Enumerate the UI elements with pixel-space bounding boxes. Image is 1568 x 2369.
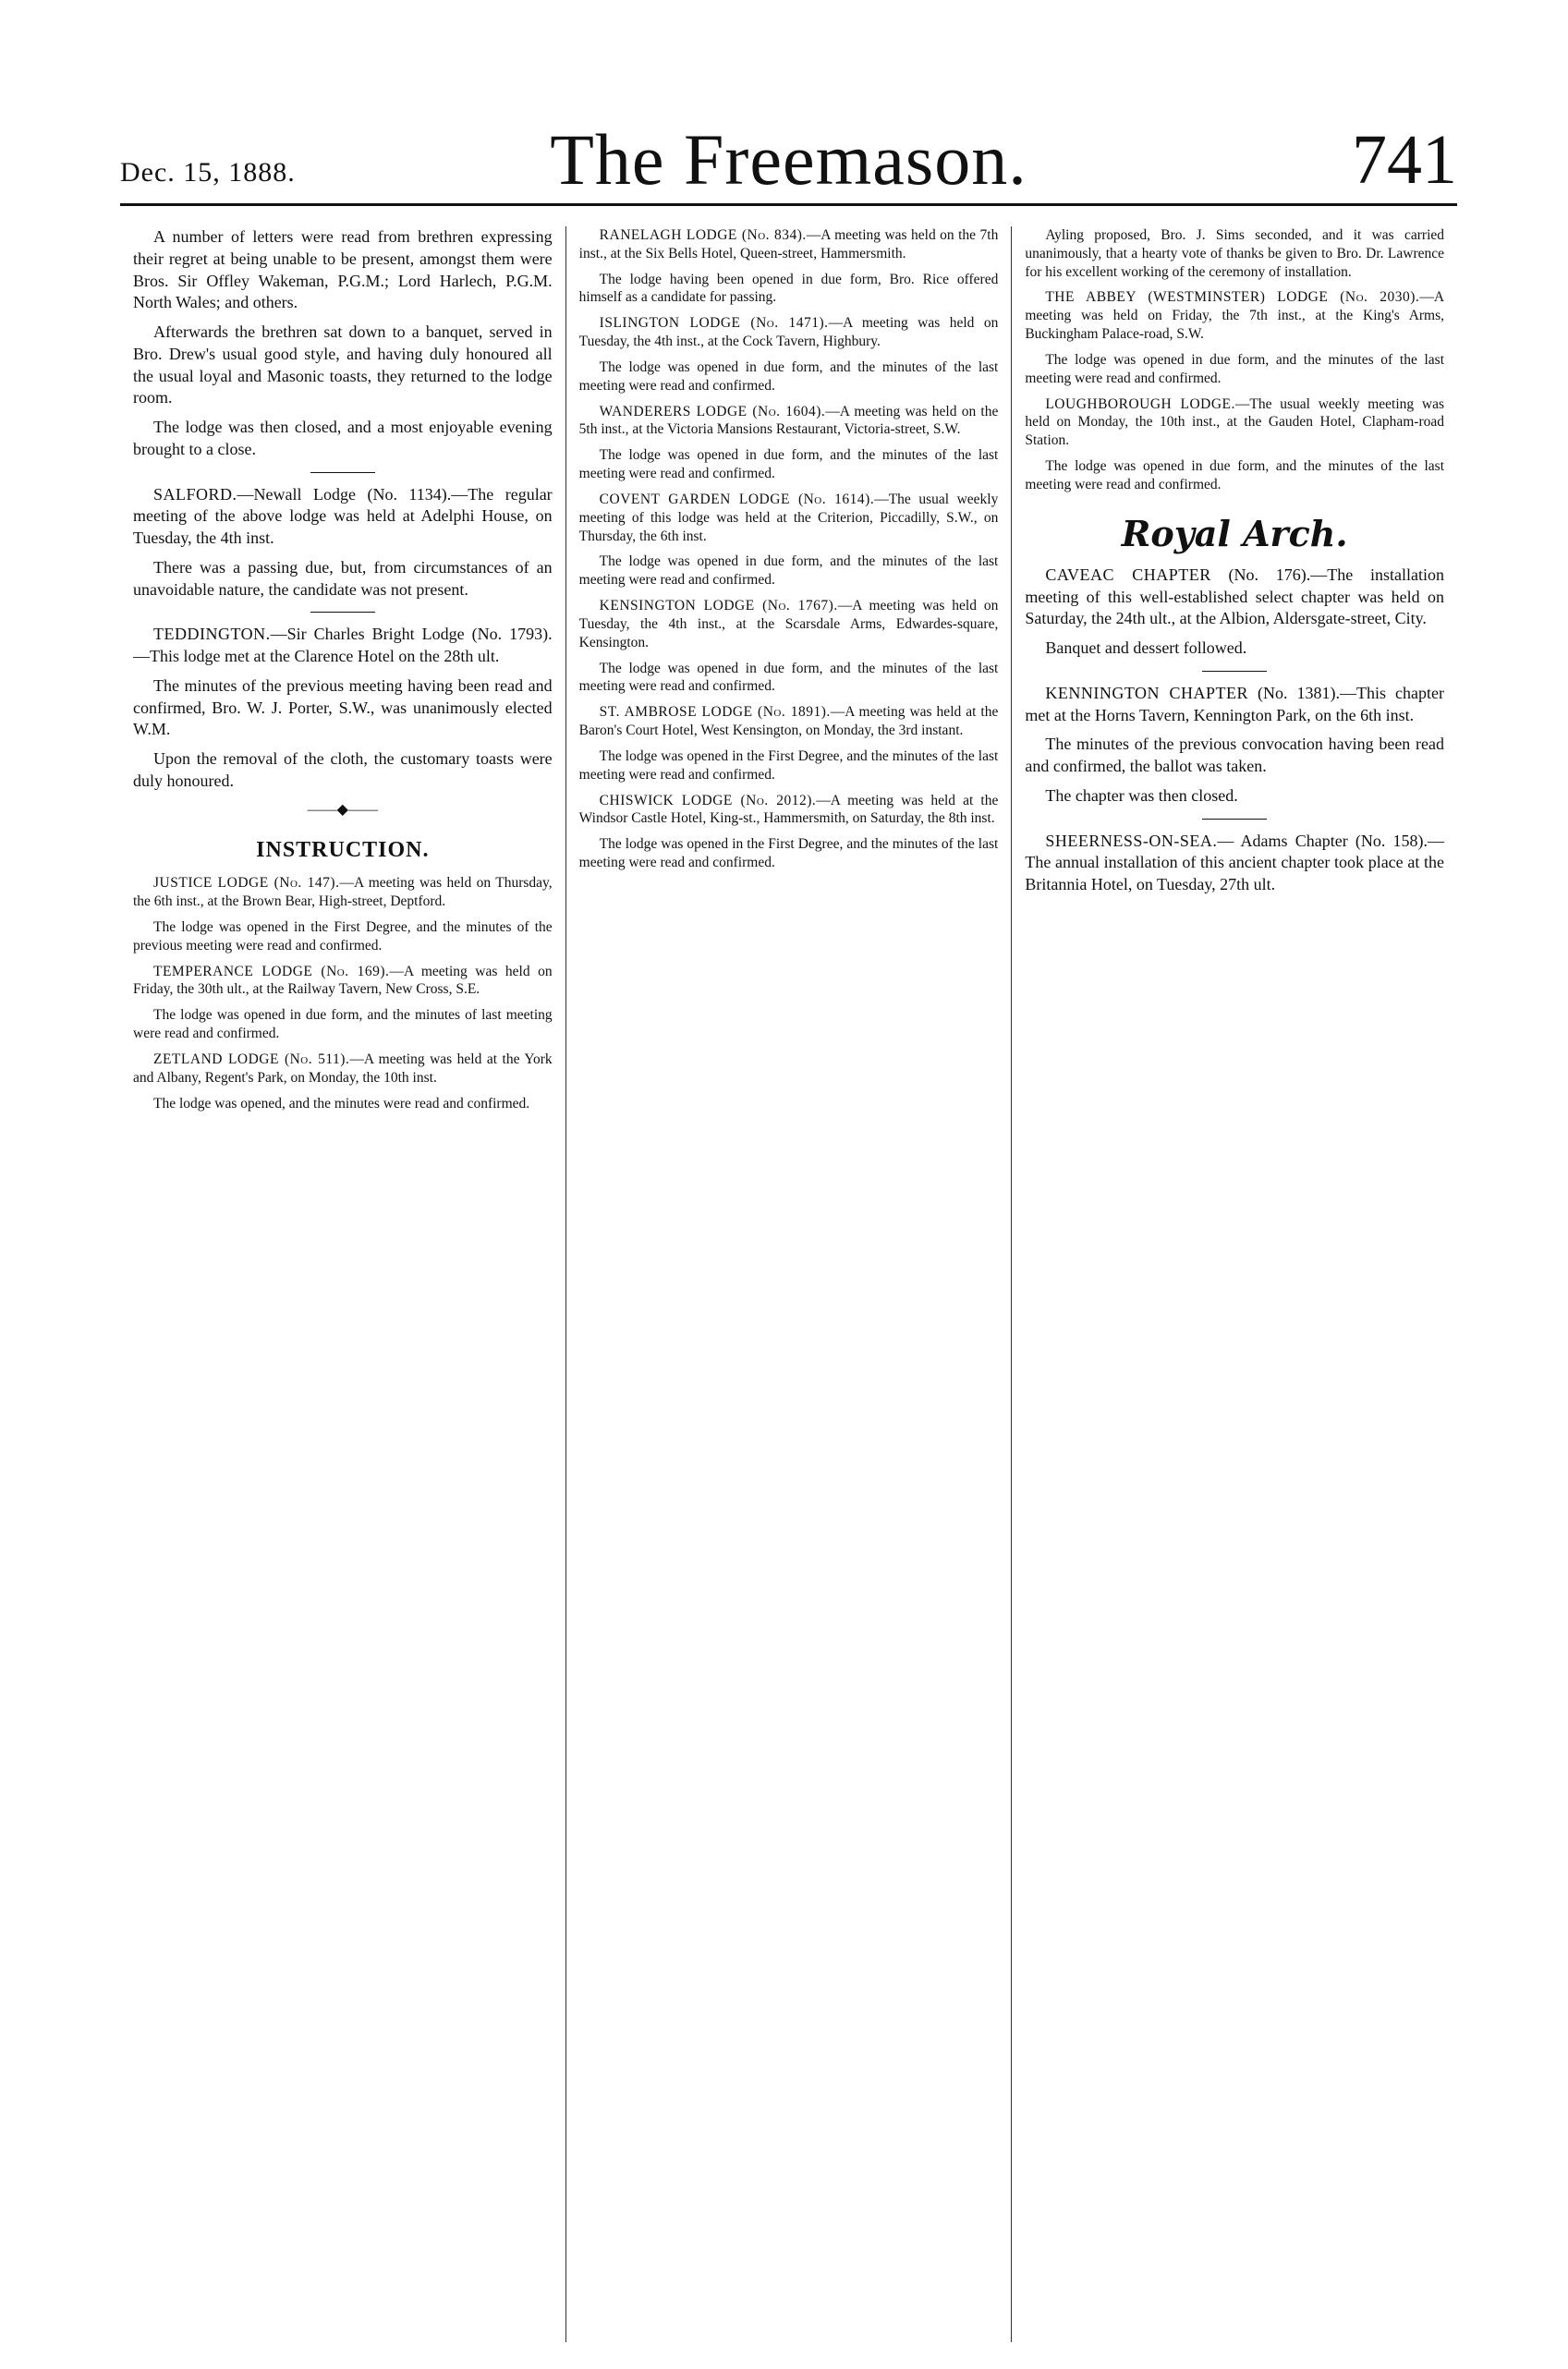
article-paragraph: Upon the removal of the cloth, the customary toasts were duly honoured.: [133, 749, 553, 790]
islington-heading: ISLINGTON LODGE (No. 1471).: [599, 315, 829, 332]
loughborough-text: —The usual weekly meeting was held on Monday, the 10th inst., at the Gauden Hotel, Clapham-road Station.: [1025, 395, 1445, 449]
article-paragraph: Afterwards the brethren sat down to a banquet, served in Bro. Drew's usual good style, and having duly honoured all the usual loyal and Masonic toasts, they returned to the lodge room.: [133, 322, 553, 407]
section-heading-royal-arch: Royal Arch.: [1121, 512, 1348, 554]
sheerness-text: — Adams Chapter (No. 158).—The annual installation of this ancient chapter took place at the Britannia Hotel, on Tuesday, 27th ult.: [1025, 831, 1445, 894]
ranelagh-heading: RANELAGH LODGE (No. 834).: [599, 227, 807, 243]
article-paragraph: The chapter was then closed.: [1045, 785, 1238, 805]
zetland-report: [133, 1051, 553, 1087]
divider: [1202, 671, 1267, 672]
justice-report: [133, 874, 553, 911]
kensington-heading: KENSINGTON LODGE (No. 1767).: [599, 598, 838, 614]
justice-heading: JUSTICE LODGE (No. 147).: [153, 875, 340, 892]
kennington-text: (No. 1381).—This chapter met at the Horns Tavern, Kennington Park, on the 6th inst.: [1025, 683, 1445, 724]
wanderers-report: [579, 403, 999, 440]
article-paragraph: The lodge was opened in due form, and the minutes of the last meeting were read and confirmed.: [578, 553, 999, 589]
divider: [1202, 819, 1267, 820]
chiswick-heading: CHISWICK LODGE (No. 2012).: [599, 792, 817, 808]
divider: [310, 472, 375, 473]
teddington-report: [133, 624, 553, 668]
article-paragraph: The lodge was opened in the First Degree, and the minutes of the previous meeting were read and confirmed.: [133, 918, 553, 954]
loughborough-report: [1025, 395, 1444, 450]
temperance-text: —A meeting was held on Friday, the 30th ult., at the Railway Tavern, New Cross, S.E.: [133, 963, 553, 998]
temperance-report: [133, 963, 553, 1000]
st-ambrose-report: [579, 703, 999, 740]
article-paragraph: The lodge was opened in the First Degree, and the minutes of the last meeting were read and confirmed.: [578, 836, 999, 871]
abbey-report: [1025, 288, 1444, 343]
article-paragraph: The lodge was opened, and the minutes were read and confirmed.: [153, 1095, 530, 1112]
zetland-heading: ZETLAND LODGE (No. 511).: [153, 1051, 350, 1067]
abbey-heading: THE ABBEY (WESTMINSTER) LODGE (No. 2030).: [1045, 289, 1420, 306]
issue-date: Dec. 15, 1888.: [120, 157, 296, 188]
justice-text: —A meeting was held on Thursday, the 6th inst., at the Brown Bear, High-street, Deptford.: [133, 875, 553, 910]
sheerness-report: [1025, 831, 1444, 896]
caveac-report: [1025, 565, 1444, 630]
article-paragraph: The lodge was opened in due form, and the minutes of the last meeting were read and confirmed.: [1025, 351, 1445, 386]
salford-heading: SALFORD.: [153, 484, 237, 504]
ranelagh-text: —A meeting was held on the 7th inst., at the Six Bells Hotel, Queen-street, Hammersmith.: [578, 227, 999, 261]
column-2: [565, 226, 1012, 2342]
masthead: [120, 102, 1457, 206]
divider: [310, 612, 375, 613]
st-ambrose-text: —A meeting was held at the Baron's Court Hotel, West Kensington, on Monday, the 3rd instant.: [578, 704, 999, 739]
article-paragraph: The minutes of the previous meeting having been read and confirmed, Bro. W. J. Porter, S.W., was unanimously elected W.M.: [133, 675, 553, 739]
loughborough-heading: LOUGHBOROUGH LODGE.: [1045, 395, 1235, 412]
teddington-heading: TEDDINGTON.: [153, 625, 271, 644]
article-paragraph: Banquet and dessert followed.: [1045, 638, 1247, 658]
wanderers-heading: WANDERERS LODGE (No. 1604).: [599, 403, 826, 419]
column-3: [1011, 226, 1457, 2342]
salford-text: —Newall Lodge (No. 1134).—The regular meeting of the above lodge was held at Adelphi House, on Tuesday, the 4th inst.: [133, 484, 553, 547]
newspaper-title: The Freemason.: [550, 119, 1027, 200]
chiswick-text: —A meeting was held at the Windsor Castle Hotel, King-st., Hammersmith, on Saturday, the 8th inst.: [578, 792, 999, 827]
kensington-text: —A meeting was held on Tuesday, the 4th inst., at the Scarsdale Arms, Edwardes-square, Kensington.: [578, 598, 999, 650]
caveac-text: (No. 176).—The installation meeting of this well-established select chapter was held on Saturday, the 24th ult., at the Albion, Aldersgate-street, City.: [1025, 565, 1445, 628]
article-paragraph: Ayling proposed, Bro. J. Sims seconded, and it was carried unanimously, that a hearty vote of thanks be given to Bro. Dr. Lawrence for his excellent working of the ceremony of installation.: [1025, 227, 1445, 280]
kennington-heading: KENNINGTON CHAPTER: [1045, 683, 1249, 702]
st-ambrose-heading: ST. AMBROSE LODGE (No. 1891).: [599, 704, 831, 721]
article-paragraph: The lodge was opened in due form, and the minutes of the last meeting were read and confirmed.: [578, 358, 999, 394]
abbey-text: —A meeting was held on Friday, the 7th inst., at the King's Arms, Buckingham Palace-road, S.W.: [1025, 289, 1445, 343]
article-paragraph: The lodge was opened in due form, and the minutes of last meeting were read and confirmed.: [133, 1007, 553, 1042]
wanderers-text: —A meeting was held on the 5th inst., at the Victoria Mansions Restaurant, Victoria-street, S.W.: [578, 403, 999, 438]
article-paragraph: A number of letters were read from brethren expressing their regret at being unable to be present, amongst them were Bros. Sir Offley Wakeman, P.G.M.; Lord Harlech, P.G.M. North Wales; and others.: [133, 227, 553, 312]
article-paragraph: The lodge was then closed, and a most enjoyable evening brought to a close.: [133, 418, 553, 458]
column-1: [120, 226, 565, 2342]
article-paragraph: There was a passing due, but, from circumstances of an unavoidable nature, the candidate was not present.: [133, 557, 553, 599]
sheerness-heading: SHEERNESS-ON-SEA.: [1045, 831, 1218, 850]
article-paragraph: The lodge was opened in due form, and the minutes of the last meeting were read and confirmed.: [1025, 458, 1445, 492]
chiswick-report: [579, 792, 999, 829]
article-paragraph: The lodge was opened in due form, and the minutes of the last meeting were read and confirmed.: [578, 447, 999, 482]
islington-text: —A meeting was held on Tuesday, the 4th inst., at the Cock Tavern, Highbury.: [578, 315, 999, 350]
page-number: 741: [1352, 121, 1457, 199]
kensington-report: [579, 597, 999, 651]
section-heading-instruction: INSTRUCTION.: [256, 837, 430, 862]
covent-garden-report: [579, 491, 999, 545]
article-paragraph: The lodge having been opened in due form, Bro. Rice offered himself as a candidate for passing.: [578, 271, 999, 306]
salford-report: [133, 484, 553, 550]
covent-garden-text: —The usual weekly meeting of this lodge was held at the Criterion, Piccadilly, S.W., on Thursday, the 6th inst.: [578, 491, 999, 544]
kennington-report: [1025, 683, 1444, 727]
ornament-divider: ——◆——: [307, 801, 378, 818]
islington-report: [579, 314, 999, 351]
ranelagh-report: [579, 226, 999, 263]
article-paragraph: The lodge was opened in due form, and the minutes of the last meeting were read and confirmed.: [578, 660, 999, 695]
temperance-heading: TEMPERANCE LODGE (No. 169).: [153, 963, 390, 979]
article-paragraph: The minutes of the previous convocation having been read and confirmed, the ballot was taken.: [1025, 735, 1445, 776]
caveac-heading: CAVEAC CHAPTER: [1045, 565, 1211, 584]
article-columns: [120, 226, 1457, 2342]
covent-garden-heading: COVENT GARDEN LODGE (No. 1614).: [599, 491, 875, 507]
zetland-text: —A meeting was held at the York and Albany, Regent's Park, on Monday, the 10th inst.: [133, 1051, 553, 1086]
article-paragraph: The lodge was opened in the First Degree, and the minutes of the last meeting were read and confirmed.: [578, 747, 999, 783]
teddington-text: —Sir Charles Bright Lodge (No. 1793).—This lodge met at the Clarence Hotel on the 28th ult.: [133, 625, 553, 665]
